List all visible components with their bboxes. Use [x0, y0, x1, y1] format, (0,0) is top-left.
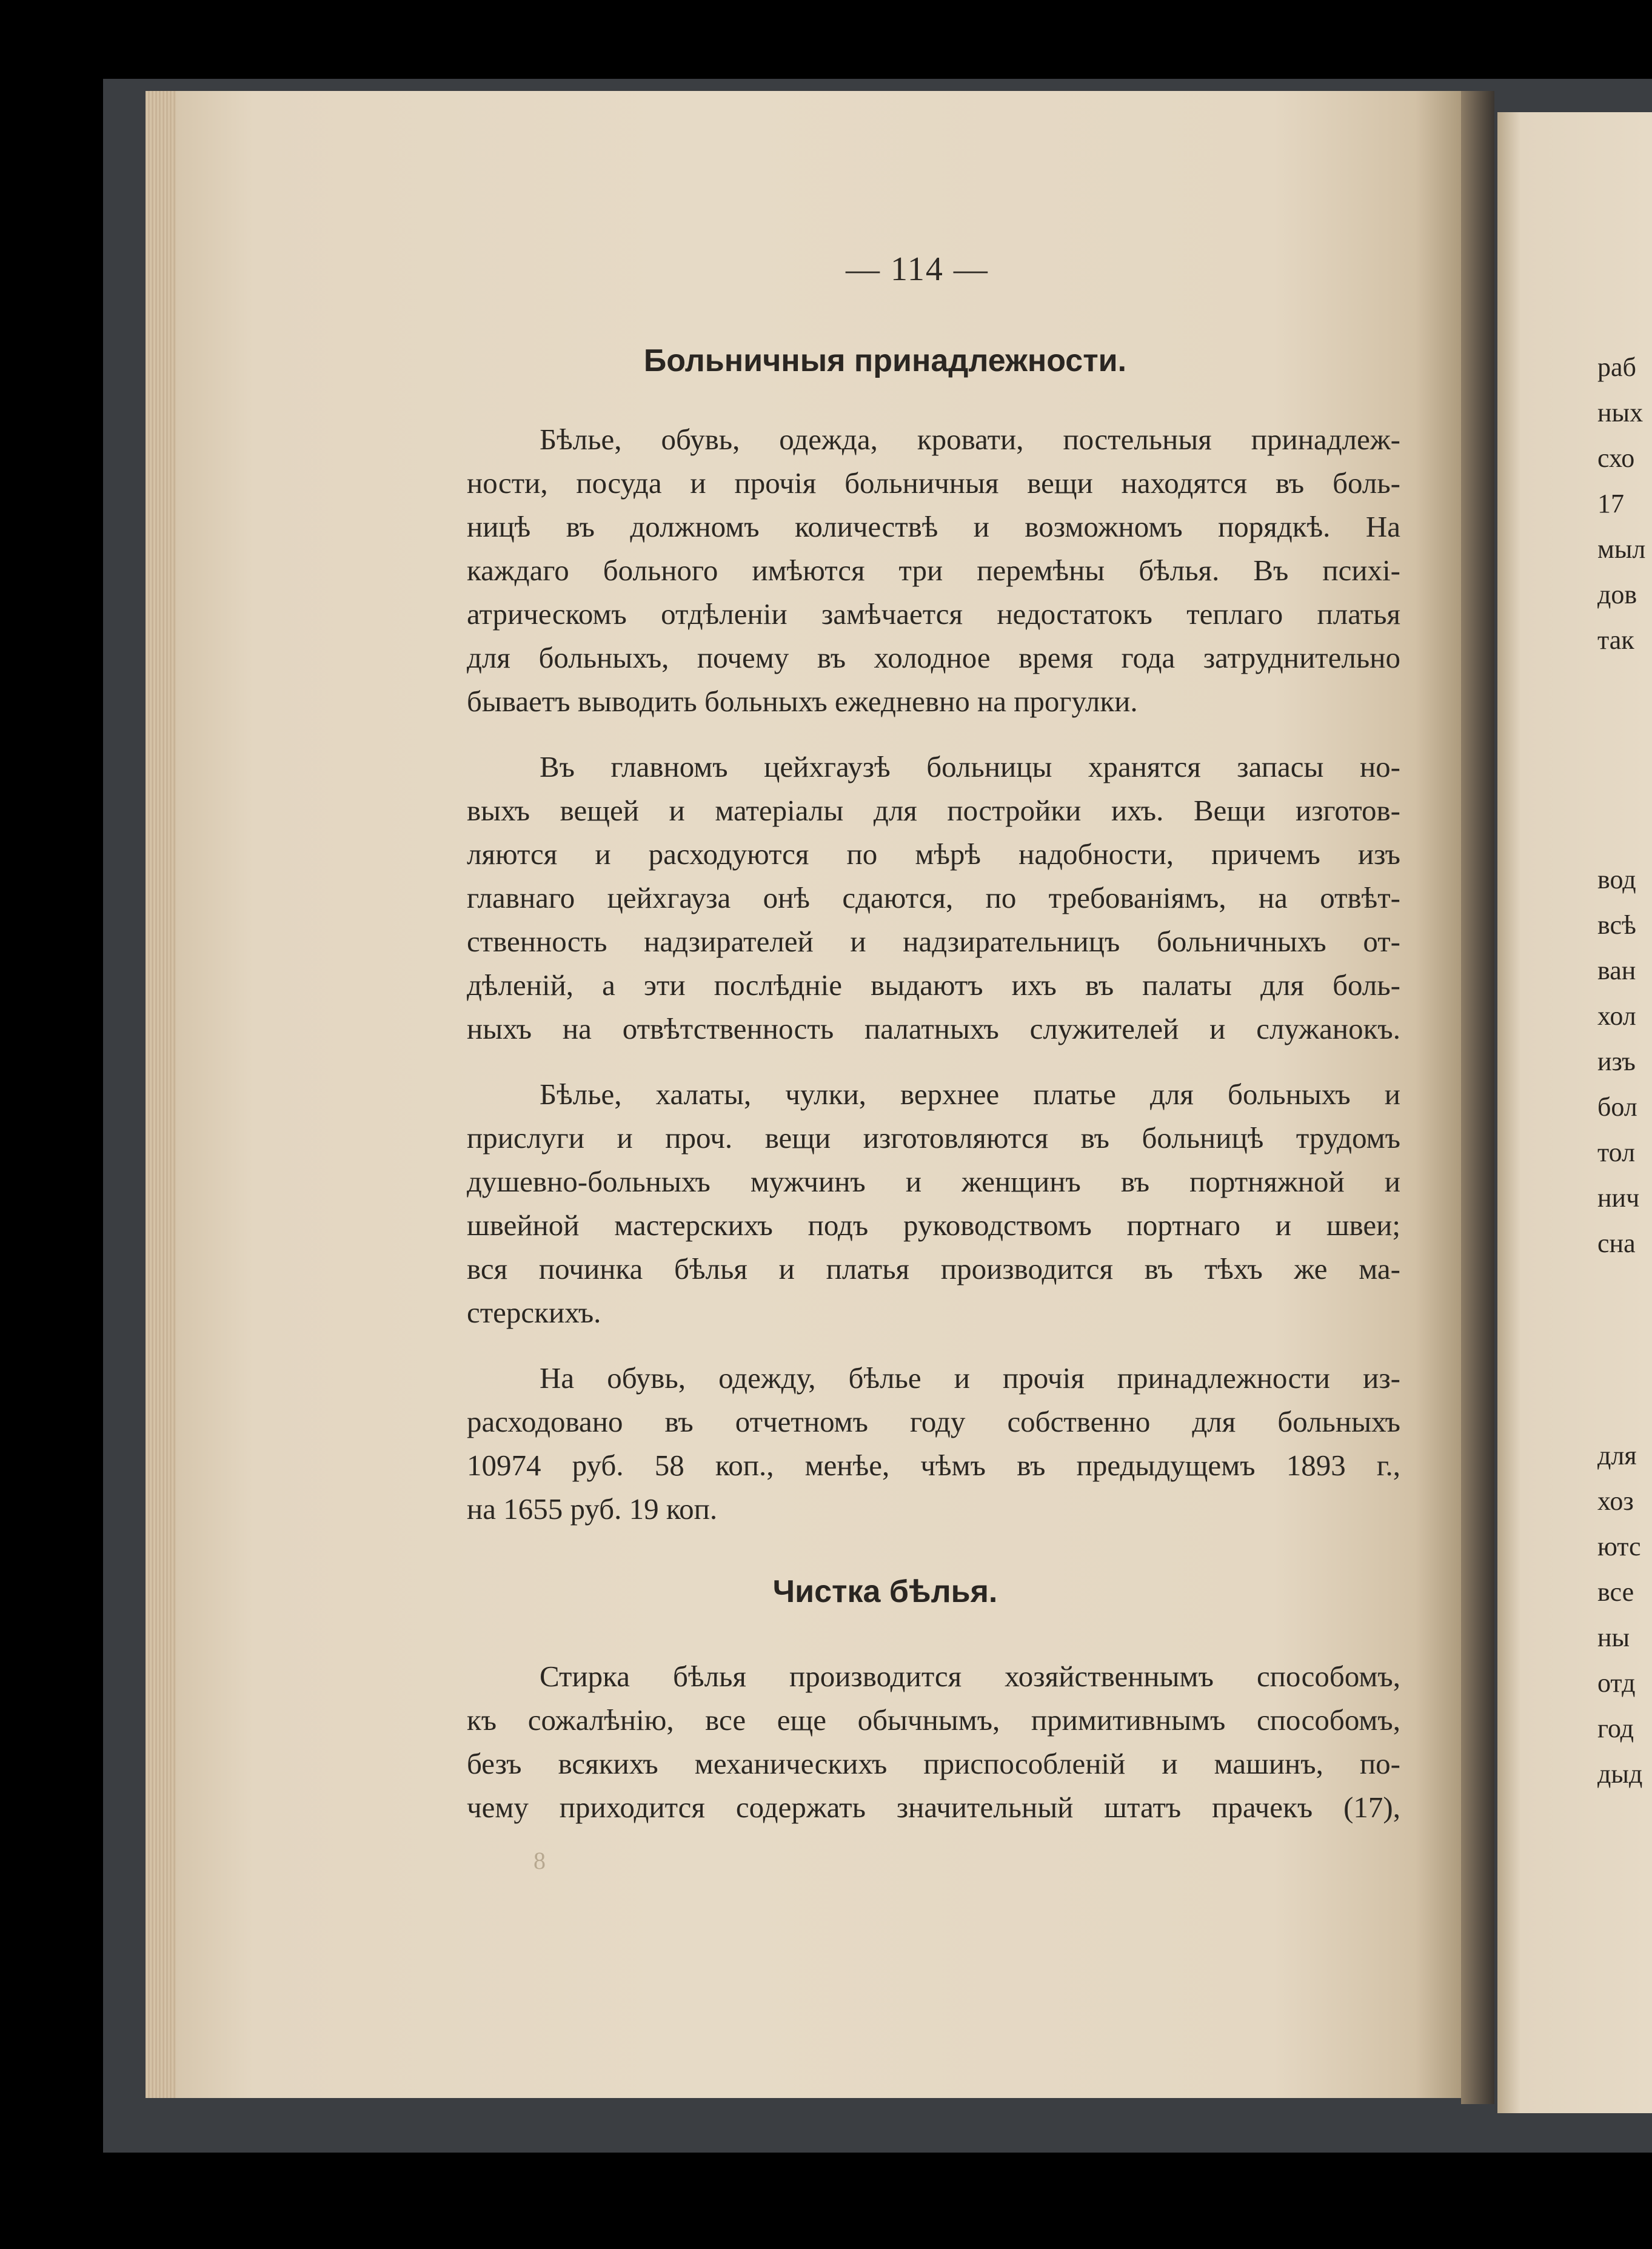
text-line: вся починка бѣлья и платья производится въ тѣхъ же ма- [467, 1252, 1400, 1285]
right-page-fragment: 17 [1597, 489, 1624, 518]
right-page-fragment: ван [1597, 956, 1636, 985]
folio-mark: 8 [533, 1847, 546, 1874]
text-line: Бѣлье, халаты, чулки, верхнее платье для больныхъ и [540, 1078, 1400, 1111]
right-page-fragment: вод [1597, 865, 1636, 894]
right-page-fragment: сна [1597, 1228, 1636, 1258]
right-page-fragment: всѣ [1597, 910, 1636, 940]
text-line: на 1655 руб. 19 коп. [467, 1492, 718, 1526]
right-page-fragment: так [1597, 625, 1634, 655]
text-line: ности, посуда и прочія больничныя вещи находятся въ боль- [467, 466, 1400, 500]
page-number: — 114 — [846, 250, 989, 288]
text-line: ственность надзирателей и надзирательницъ больничныхъ от- [467, 925, 1400, 958]
right-page-fragment: хол [1597, 1001, 1636, 1031]
text-line: ляются и расходуются по мѣрѣ надобности, причемъ изъ [467, 837, 1400, 871]
text-line: На обувь, одежду, бѣлье и прочія принадлежности из- [540, 1361, 1400, 1395]
right-page-fragment: дыд [1597, 1759, 1643, 1789]
text-line: ницѣ въ должномъ количествѣ и возможномъ порядкѣ. На [467, 510, 1400, 543]
right-page-fragment: отд [1597, 1668, 1636, 1698]
text-line: Въ главномъ цейхгаузѣ больницы хранятся запасы но- [540, 750, 1400, 783]
right-page-fragment: ных [1597, 398, 1644, 427]
text-line: душевно-больныхъ мужчинъ и женщинъ въ портняжной и [467, 1165, 1400, 1198]
text-line: стерскихъ. [467, 1296, 601, 1329]
right-page-fragment: схо [1597, 443, 1635, 473]
section-heading: Чистка бѣлья. [772, 1574, 998, 1609]
right-page-fragment: для [1597, 1441, 1637, 1470]
text-line: каждаго больного имѣются три перемѣны бѣлья. Въ психі- [467, 554, 1400, 587]
text-line: Стирка бѣлья производится хозяйственнымъ способомъ, [540, 1660, 1400, 1693]
right-page-fragment: хоз [1597, 1486, 1634, 1516]
text-line: прислуги и проч. вещи изготовляются въ больницѣ трудомъ [467, 1121, 1400, 1155]
text-line: атрическомъ отдѣленіи замѣчается недостатокъ теплаго платья [467, 597, 1400, 631]
text-line: швейной мастерскихъ подъ руководствомъ портнаго и швеи; [467, 1208, 1400, 1242]
right-page-fragment: год [1597, 1714, 1634, 1743]
text-line: ныхъ на отвѣтственность палатныхъ служителей и служанокъ. [467, 1012, 1400, 1045]
text-line: дѣленій, а эти послѣдніе выдаютъ ихъ въ палаты для боль- [467, 968, 1400, 1002]
right-page-fragment: изъ [1597, 1047, 1636, 1076]
right-page-fragment: все [1597, 1577, 1634, 1607]
text-line: 10974 руб. 58 коп., менѣе, чѣмъ въ предыдущемъ 1893 г., [467, 1449, 1400, 1482]
right-page-fragment: раб [1597, 352, 1636, 382]
text-line: Бѣлье, обувь, одежда, кровати, постельныя принадлеж- [540, 423, 1400, 456]
text-line: къ сожалѣнію, все еще обычнымъ, примитивнымъ способомъ, [467, 1703, 1400, 1737]
text-line: главнаго цейхгауза онѣ сдаются, по требованіямъ, на отвѣт- [467, 881, 1400, 914]
text-line: выхъ вещей и матеріалы для постройки ихъ. Вещи изготов- [467, 794, 1400, 827]
right-page-fragment: ютс [1597, 1532, 1641, 1561]
text-line: чему приходится содержать значительный штатъ прачекъ (17), [467, 1791, 1400, 1824]
right-page-fragment: ны [1597, 1623, 1630, 1652]
right-page-fragment: дов [1597, 580, 1637, 609]
text-line: для больныхъ, почему въ холодное время года затруднительно [467, 641, 1400, 674]
text-line: безъ всякихъ механическихъ приспособленій и машинъ, по- [467, 1747, 1400, 1780]
right-page-fragment: мыл [1597, 534, 1646, 564]
text-line: бываетъ выводить больныхъ ежедневно на прогулки. [467, 685, 1138, 718]
right-page-fragment: бол [1597, 1092, 1637, 1122]
section-heading: Больничныя принадлежности. [643, 343, 1127, 378]
right-page-fragment: тол [1597, 1138, 1636, 1167]
text-line: расходовано въ отчетномъ году собственно для больныхъ [467, 1405, 1400, 1438]
right-page-fragment: нич [1597, 1183, 1640, 1213]
